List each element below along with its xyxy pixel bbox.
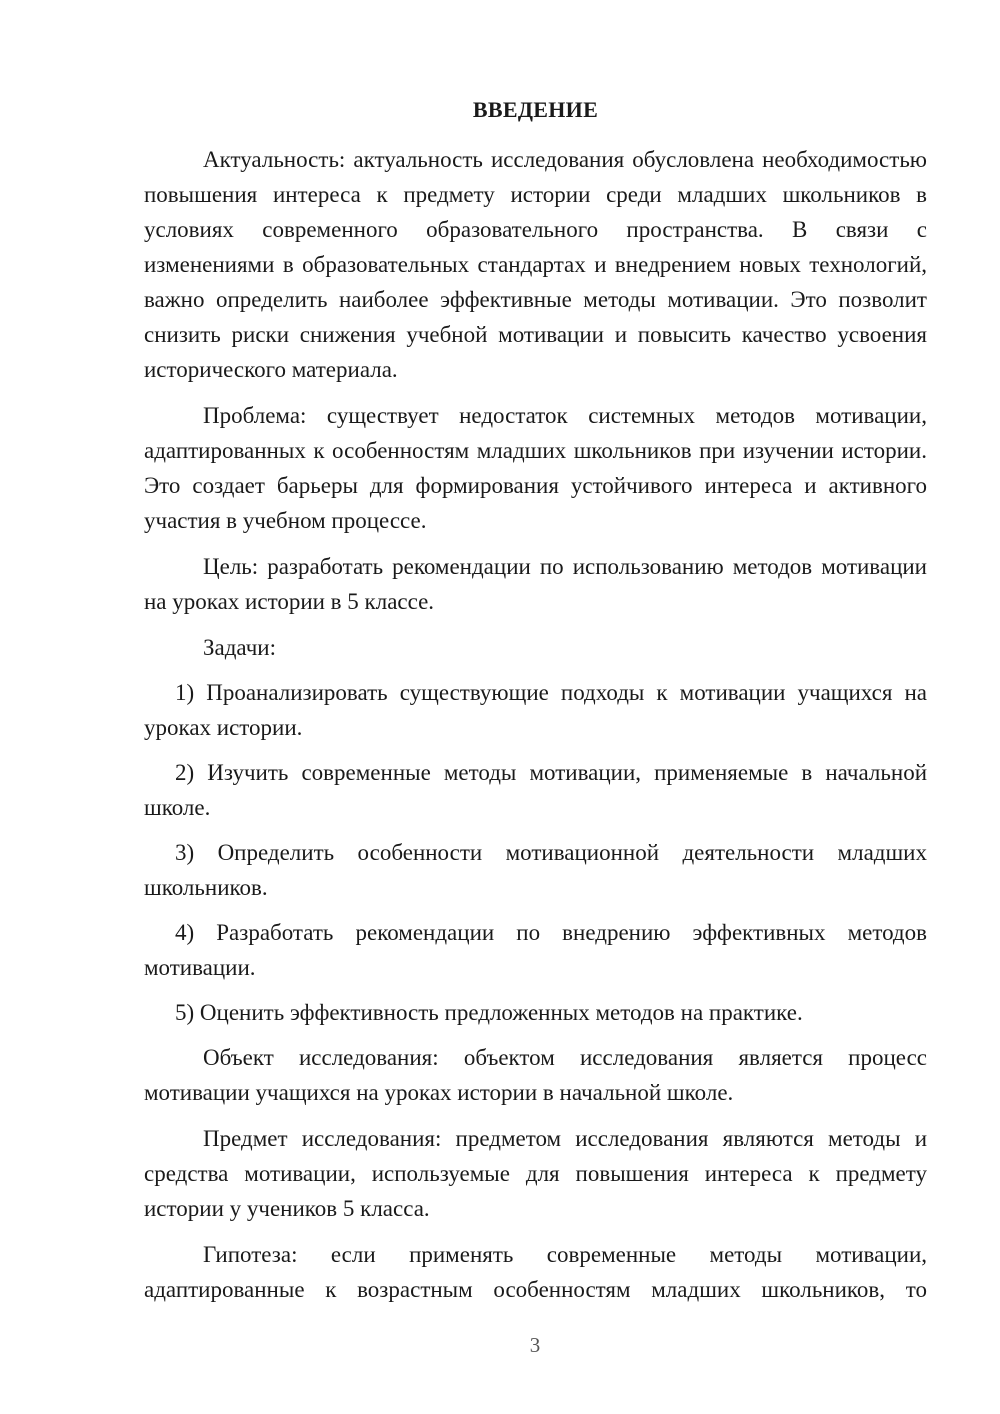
subject-paragraph: Предмет исследования: предметом исследования являются методы и средства мотивации, используемые для повышения интереса к предмету истории у учеников 5 класса. — [144, 1126, 927, 1221]
hypothesis-paragraph: Гипотеза: если применять современные методы мотивации, адаптированные к возрастным особенностям младших школьников, то — [144, 1242, 927, 1302]
problem-paragraph: Проблема: существует недостаток системных методов мотивации, адаптированных к особенностям младших школьников при изучении истории. Это создает барьеры для формирования устойчивого интереса и активного участия в учебном процессе. — [144, 403, 927, 533]
goal-paragraph: Цель: разработать рекомендации по использованию методов мотивации на уроках истории в 5 классе. — [144, 554, 927, 614]
page-content — [144, 94, 927, 1318]
page-number — [0, 1333, 1000, 1358]
section-heading: ВВЕДЕНИЕ — [472, 97, 599, 122]
tasks-heading: Задачи: — [203, 635, 276, 660]
object-paragraph: Объект исследования: объектом исследования является процесс мотивации учащихся на уроках истории в начальной школе. — [144, 1045, 927, 1105]
task-item: 1) Проанализировать существующие подходы к мотивации учащихся на уроках истории. — [144, 680, 927, 740]
page-number-label: 3 — [529, 1333, 541, 1357]
task-item: 4) Разработать рекомендации по внедрению эффективных методов мотивации. — [144, 920, 927, 980]
relevance-paragraph: Актуальность: актуальность исследования обусловлена необходимостью повышения интереса к предмету истории среди младших школьников в условиях современного образовательного пространства. В связи с изменениями в образовательных стандартах и внедрением новых технологий, важно определить наиболее эффективные методы мотивации. Это позволит снизить риски снижения учебной мотивации и повысить качество усвоения исторического материала. — [144, 147, 927, 382]
tasks-list — [144, 675, 927, 1030]
task-item: 2) Изучить современные методы мотивации, применяемые в начальной школе. — [144, 760, 927, 820]
task-item: 5) Оценить эффективность предложенных методов на практике. — [175, 1000, 803, 1025]
task-item: 3) Определить особенности мотивационной деятельности младших школьников. — [144, 840, 927, 900]
